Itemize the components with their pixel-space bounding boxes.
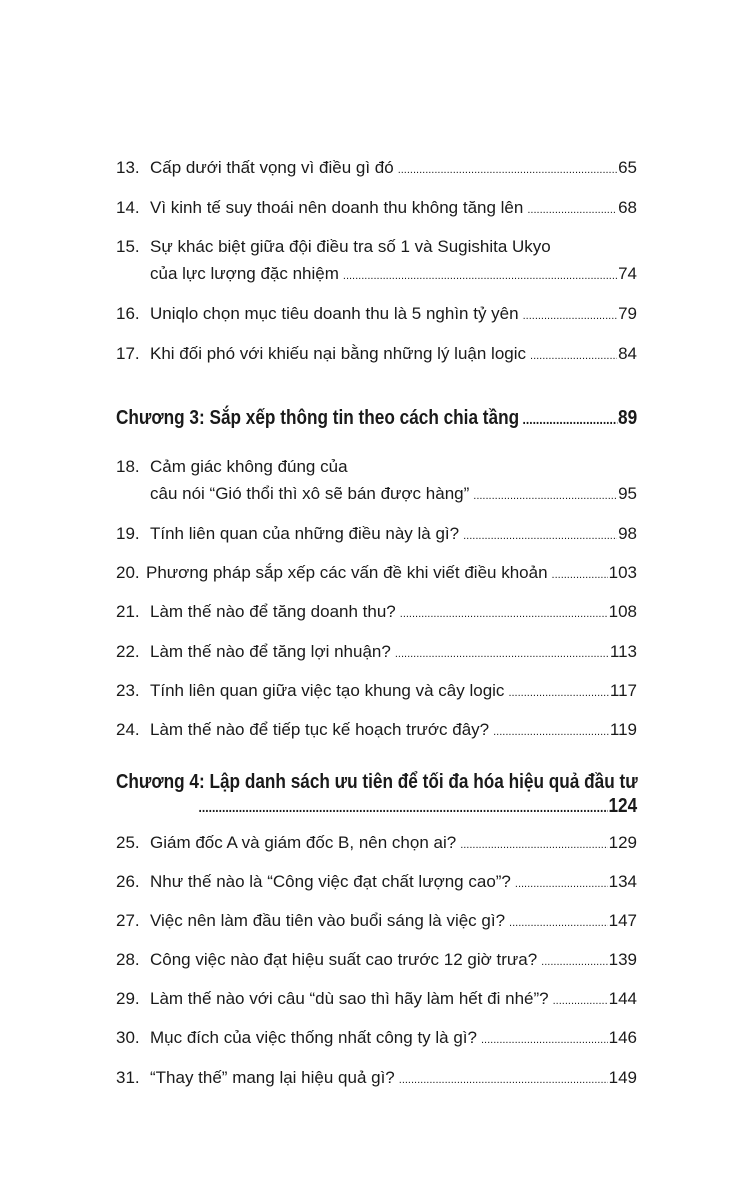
toc-entry bbox=[116, 833, 637, 855]
entry-number: 25. bbox=[116, 833, 140, 852]
entry-page: 146 bbox=[608, 1028, 637, 1047]
dot-leader bbox=[463, 524, 617, 546]
dot-leader bbox=[508, 681, 608, 703]
dot-leader bbox=[527, 198, 617, 220]
toc-entry bbox=[116, 344, 637, 366]
dot-leader bbox=[343, 264, 617, 286]
entry-page: 149 bbox=[608, 1068, 637, 1087]
entry-title: Vì kinh tế suy thoái nên doanh thu không tăng lên bbox=[150, 198, 524, 217]
toc-entry bbox=[116, 457, 637, 506]
entry-title: Làm thế nào để tăng doanh thu? bbox=[150, 602, 396, 621]
entry-title: Việc nên làm đầu tiên vào buổi sáng là việc gì? bbox=[150, 911, 506, 930]
entry-number: 13. bbox=[116, 158, 140, 177]
entry-title-continued: của lực lượng đặc nhiệm bbox=[150, 264, 339, 283]
entry-title-continued: câu nói “Gió thổi thì xô sẽ bán được hàng” bbox=[150, 484, 470, 503]
entry-page: 147 bbox=[608, 911, 637, 930]
entry-page: 74 bbox=[618, 264, 637, 283]
entry-page: 79 bbox=[618, 304, 637, 323]
entry-page: 117 bbox=[609, 681, 637, 700]
entry-title: Công việc nào đạt hiệu suất cao trước 12 giờ trưa? bbox=[150, 950, 538, 969]
dot-leader bbox=[398, 158, 617, 180]
toc-entry bbox=[116, 1068, 637, 1090]
entry-number: 16. bbox=[116, 304, 140, 323]
dot-leader bbox=[523, 304, 617, 326]
toc-entry bbox=[116, 158, 637, 180]
entry-title: Cảm giác không đúng của bbox=[150, 457, 348, 476]
entry-page: 129 bbox=[608, 833, 637, 852]
dot-leader bbox=[399, 1068, 608, 1090]
toc-entry bbox=[116, 950, 637, 972]
dot-leader bbox=[530, 344, 617, 366]
toc-entry bbox=[116, 563, 637, 585]
entry-title: Mục đích của việc thống nhất công ty là gì? bbox=[150, 1028, 477, 1047]
entry-page: 108 bbox=[608, 602, 637, 621]
chapter-heading bbox=[116, 406, 637, 431]
entry-number: 29. bbox=[116, 989, 140, 1008]
dot-leader bbox=[553, 989, 608, 1011]
dot-leader bbox=[552, 563, 608, 585]
toc-entry bbox=[116, 198, 637, 220]
entry-page: 95 bbox=[618, 484, 637, 503]
toc-entry bbox=[116, 1028, 637, 1050]
toc-entry bbox=[116, 989, 637, 1011]
entry-title: Phương pháp sắp xếp các vấn đề khi viết điều khoản bbox=[146, 563, 548, 582]
entry-title: Làm thế nào để tiếp tục kế hoạch trước đây? bbox=[150, 720, 490, 739]
dot-leader bbox=[400, 602, 608, 624]
dot-leader bbox=[199, 794, 608, 819]
entry-title: Khi đối phó với khiếu nại bằng những lý luận logic bbox=[150, 344, 527, 363]
entry-page: 84 bbox=[618, 344, 637, 363]
chapter-title: Chương 3: Sắp xếp thông tin theo cách chia tầng bbox=[116, 407, 520, 429]
entry-title: Tính liên quan của những điều này là gì? bbox=[150, 524, 460, 543]
dot-leader bbox=[460, 833, 607, 855]
toc-entry bbox=[116, 602, 637, 624]
entry-number: 15. bbox=[116, 237, 140, 256]
dot-leader bbox=[509, 911, 608, 933]
entry-title: Làm thế nào để tăng lợi nhuận? bbox=[150, 642, 391, 661]
dot-leader bbox=[481, 1028, 608, 1050]
dot-leader bbox=[493, 720, 609, 742]
toc-entry bbox=[116, 681, 637, 703]
entry-title: Giám đốc A và giám đốc B, nên chọn ai? bbox=[150, 833, 457, 852]
entry-title: Làm thế nào với câu “dù sao thì hãy làm hết đi nhé”? bbox=[150, 989, 549, 1008]
toc-entry bbox=[116, 911, 637, 933]
dot-leader bbox=[395, 642, 609, 664]
entry-page: 103 bbox=[608, 563, 637, 582]
entry-title: Uniqlo chọn mục tiêu doanh thu là 5 nghìn tỷ yên bbox=[150, 304, 519, 323]
entry-number: 31. bbox=[116, 1068, 140, 1087]
entry-title: Sự khác biệt giữa đội điều tra số 1 và Sugishita Ukyo bbox=[150, 237, 551, 256]
toc-entry bbox=[116, 872, 637, 894]
entry-page: 65 bbox=[618, 158, 637, 177]
entry-title: Cấp dưới thất vọng vì điều gì đó bbox=[150, 158, 394, 177]
entry-title: “Thay thế” mang lại hiệu quả gì? bbox=[150, 1068, 395, 1087]
entry-number: 18. bbox=[116, 457, 140, 476]
entry-number: 28. bbox=[116, 950, 140, 969]
entry-number: 14. bbox=[116, 198, 140, 217]
chapter-heading bbox=[116, 770, 637, 819]
toc-entry bbox=[116, 237, 637, 286]
entry-page: 113 bbox=[609, 642, 637, 661]
dot-leader bbox=[473, 484, 617, 506]
dot-leader bbox=[541, 950, 607, 972]
entry-page: 139 bbox=[608, 950, 637, 969]
entry-number: 27. bbox=[116, 911, 140, 930]
dot-leader bbox=[523, 406, 618, 431]
entry-page: 98 bbox=[618, 524, 637, 543]
toc-entry bbox=[116, 304, 637, 326]
entry-page: 144 bbox=[608, 989, 637, 1008]
entry-number: 22. bbox=[116, 642, 140, 661]
entry-title: Như thế nào là “Công việc đạt chất lượng cao”? bbox=[150, 872, 511, 891]
toc-entry bbox=[116, 720, 637, 742]
entry-title: Tính liên quan giữa việc tạo khung và cây logic bbox=[150, 681, 505, 700]
entry-page: 68 bbox=[618, 198, 637, 217]
entry-number: 24. bbox=[116, 720, 140, 739]
entry-number: 20. bbox=[116, 563, 140, 582]
entry-page: 119 bbox=[609, 720, 637, 739]
chapter-page: 124 bbox=[608, 795, 638, 817]
entry-number: 17. bbox=[116, 344, 140, 363]
entry-page: 134 bbox=[608, 872, 637, 891]
entry-number: 30. bbox=[116, 1028, 140, 1047]
entry-number: 21. bbox=[116, 602, 140, 621]
entry-number: 19. bbox=[116, 524, 140, 543]
chapter-page: 89 bbox=[618, 407, 638, 429]
toc-entry bbox=[116, 524, 637, 546]
toc-entry bbox=[116, 642, 637, 664]
entry-number: 26. bbox=[116, 872, 140, 891]
entry-number: 23. bbox=[116, 681, 140, 700]
dot-leader bbox=[515, 872, 608, 894]
chapter-title: Chương 4: Lập danh sách ưu tiên để tối đa hóa hiệu quả đầu tư bbox=[116, 771, 638, 793]
